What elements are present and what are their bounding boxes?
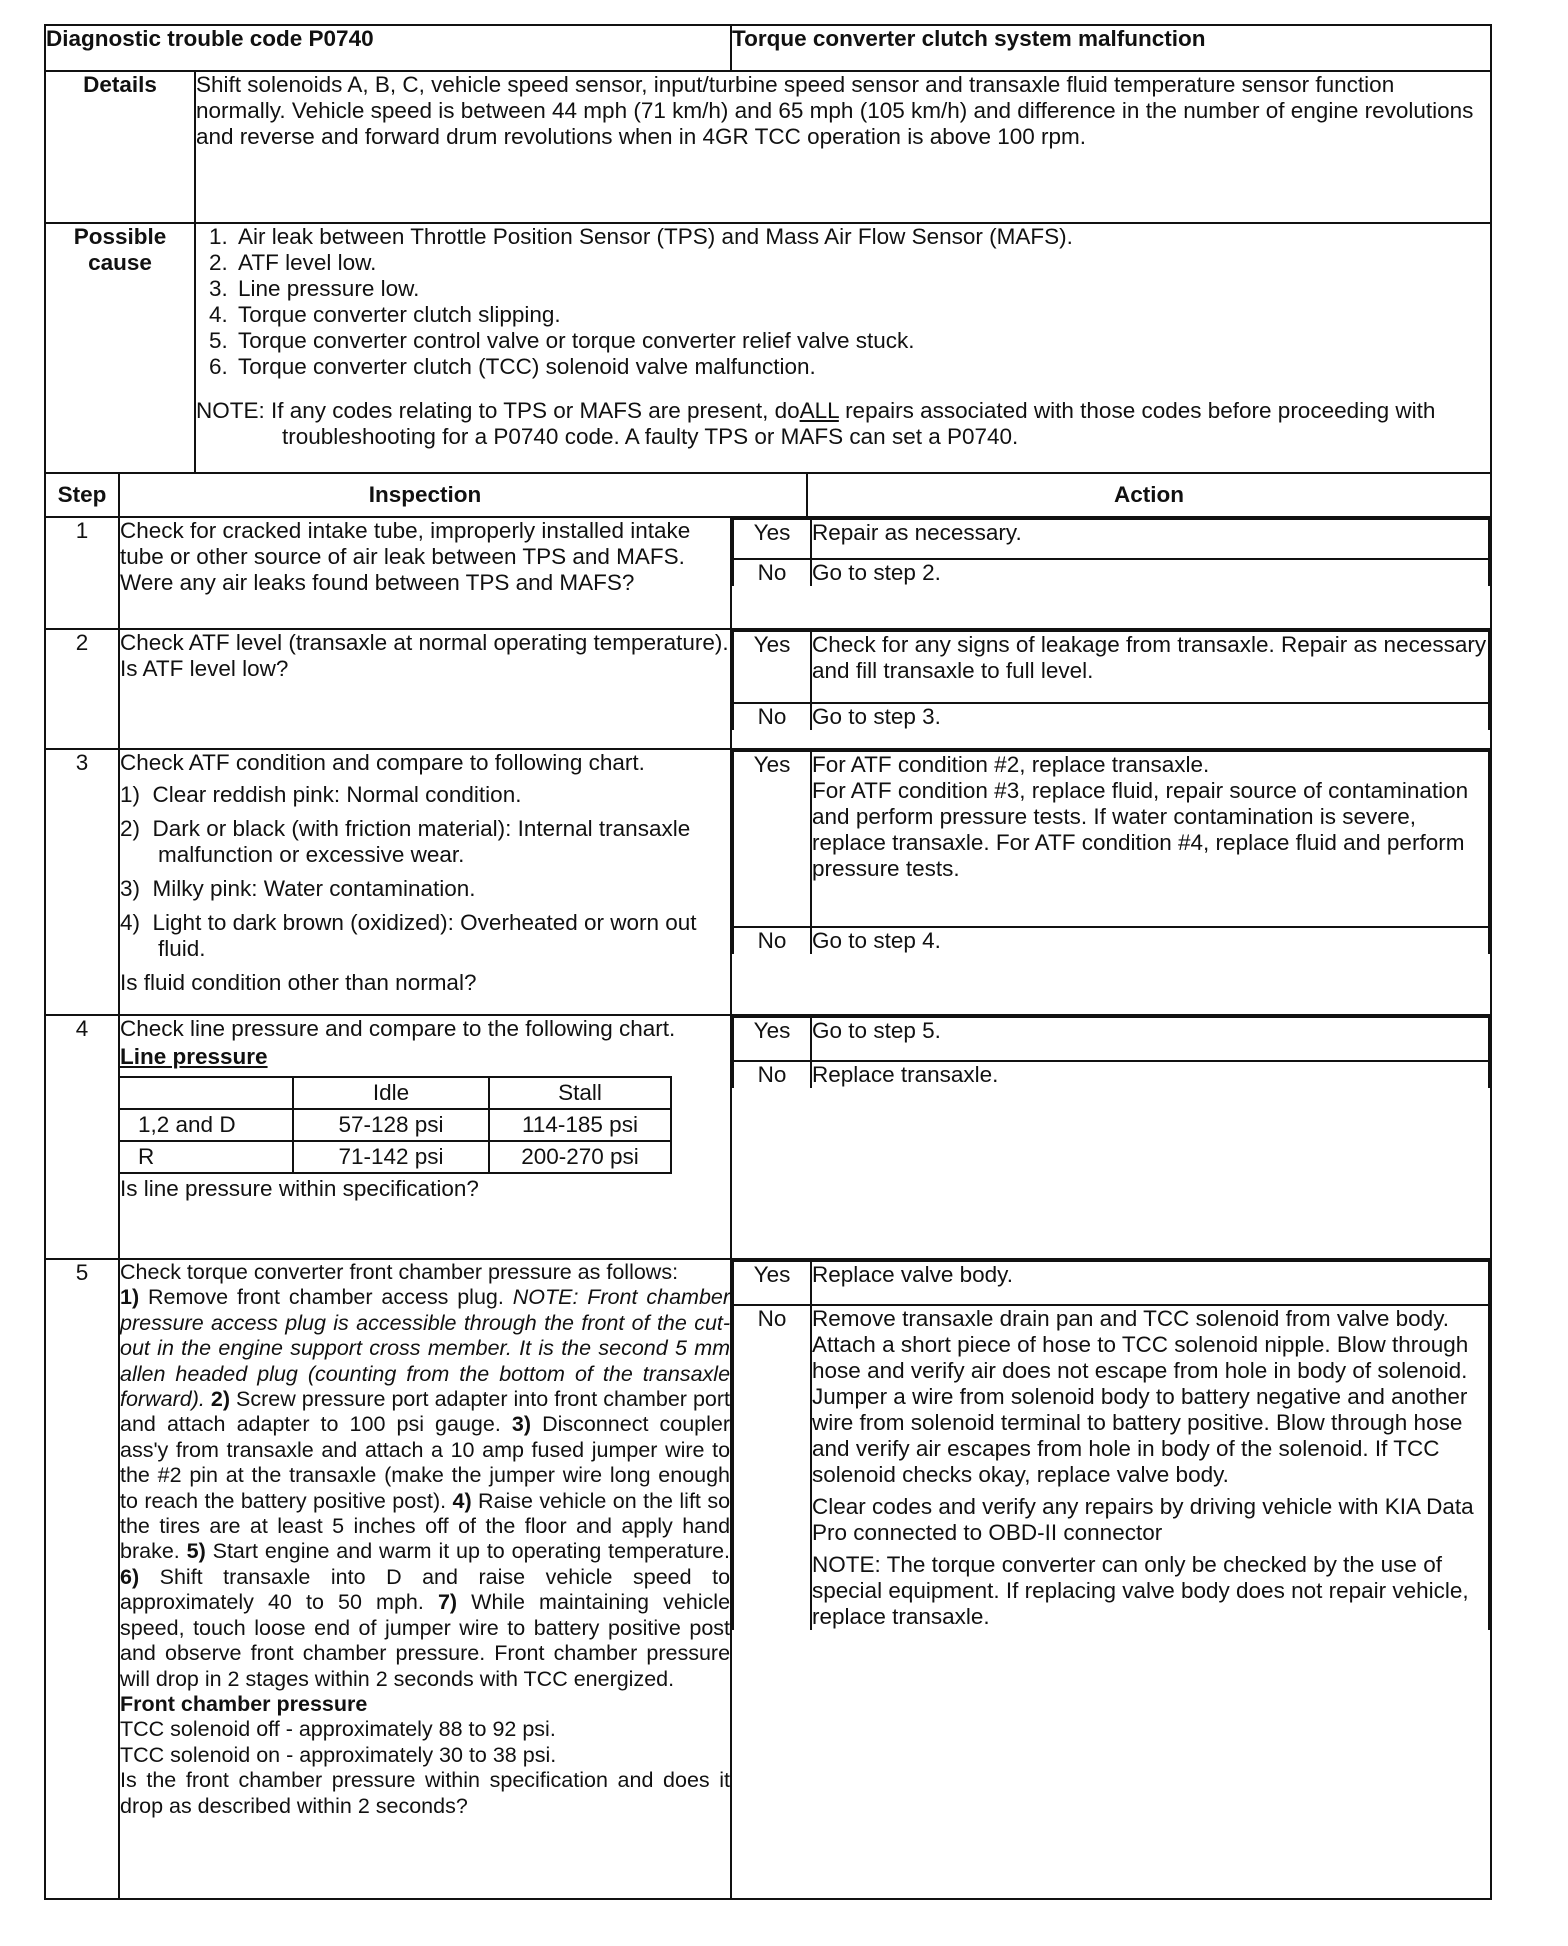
step-4-question: Is line pressure within specification? bbox=[120, 1176, 479, 1201]
lp-header-cell bbox=[119, 1077, 293, 1109]
column-action: Action bbox=[807, 473, 1491, 517]
lp-cell: R bbox=[119, 1141, 293, 1173]
dtc-code: Diagnostic trouble code P0740 bbox=[45, 25, 731, 71]
step-2-question: Is ATF level low? bbox=[120, 656, 289, 681]
cause-note-suffix: repairs associated with those codes before proceeding with troubleshooting for a P0740 code. A faulty TPS or MAFS can set a P0740. bbox=[282, 398, 1436, 449]
step-number: 5 bbox=[45, 1259, 119, 1899]
atf-condition-item: 2) Dark or black (with friction material): Internal transaxle malfunction or excessive wear. bbox=[120, 816, 691, 867]
lp-cell: 200-270 psi bbox=[489, 1141, 671, 1173]
dtc-table bbox=[44, 24, 1492, 1900]
atf-condition-list bbox=[120, 782, 730, 962]
step-5-no-action-text: Clear codes and verify any repairs by driving vehicle with KIA Data Pro connected to OBD-II connector bbox=[812, 1494, 1474, 1545]
tcc-on-spec: TCC solenoid on - approximately 30 to 38 psi. bbox=[120, 1742, 557, 1767]
step-5-no-action bbox=[811, 1305, 1489, 1630]
no-label: No bbox=[733, 703, 811, 730]
step-2-yes-action: Check for any signs of leakage from transaxle. Repair as necessary and fill transaxle to full level. bbox=[811, 631, 1489, 703]
step-4-yes-action: Go to step 5. bbox=[811, 1017, 1489, 1061]
step-5-no-action-note: NOTE: The torque converter can only be checked by the use of special equipment. If replacing valve body does not repair vehicle, replace transaxle. bbox=[812, 1552, 1469, 1629]
no-label: No bbox=[733, 1061, 811, 1088]
step-2-inspection-text: Check ATF level (transaxle at normal operating temperature). bbox=[120, 630, 729, 655]
step-3-inspection-text: Check ATF condition and compare to following chart. bbox=[120, 750, 645, 775]
step-1-no-action: Go to step 2. bbox=[811, 559, 1489, 586]
step-5-intro: Check torque converter front chamber pressure as follows: bbox=[120, 1260, 679, 1284]
atf-condition-item: 4) Light to dark brown (oxidized): Overheated or worn out fluid. bbox=[120, 910, 697, 961]
step-5-yes-action: Replace valve body. bbox=[811, 1261, 1489, 1305]
possible-cause-label bbox=[45, 223, 195, 473]
step-2-outcomes bbox=[731, 629, 1491, 749]
possible-cause-label-line2: cause bbox=[88, 250, 152, 275]
tcc-off-spec: TCC solenoid off - approximately 88 to 92 psi. bbox=[120, 1717, 556, 1742]
table-row bbox=[119, 1141, 671, 1173]
column-step: Step bbox=[45, 473, 119, 517]
dtc-description: Torque converter clutch system malfunction bbox=[731, 25, 1491, 71]
step-4-inspection-text: Check line pressure and compare to the following chart. bbox=[120, 1016, 676, 1041]
step-1-inspection-text: Check for cracked intake tube, improperly installed intake tube or other source of air leak between TPS and MAFS. bbox=[120, 518, 691, 569]
step-3-no-action: Go to step 4. bbox=[811, 927, 1489, 954]
yes-label: Yes bbox=[733, 1017, 811, 1061]
step-1-question: Were any air leaks found between TPS and MAFS? bbox=[120, 570, 635, 595]
step-5-access-plug-note: NOTE: Front chamber pressure access plug is accessible through the front of the cut-out in the engine support cross member. It is the second 5 mm allen headed plug (counting from the bottom of the transaxle forward). bbox=[120, 1285, 731, 1412]
cause-note-emphasis: ALL bbox=[799, 398, 839, 423]
step-4-outcomes bbox=[731, 1015, 1491, 1259]
cause-item: 6. Torque converter clutch (TCC) solenoid valve malfunction. bbox=[234, 354, 1490, 380]
yes-label: Yes bbox=[733, 519, 811, 559]
no-label: No bbox=[733, 559, 811, 586]
possible-cause-label-line1: Possible bbox=[73, 224, 167, 249]
step-3-question: Is fluid condition other than normal? bbox=[120, 970, 477, 995]
details-label: Details bbox=[45, 71, 195, 223]
step-4-no-action: Replace transaxle. bbox=[811, 1061, 1489, 1088]
atf-condition-item: 3) Milky pink: Water contamination. bbox=[120, 876, 476, 901]
step-3-inspection bbox=[119, 749, 731, 1015]
step-5-no-action-text: Remove transaxle drain pan and TCC solenoid from valve body. Attach a short piece of hose to TCC solenoid nipple. Blow through hose and verify air does not escape from hole in body of solenoid. Jumper a wire from solenoid body to battery negative and another wire from solenoid terminal to battery positive. Blow through hose and verify air escapes from hole in body of the solenoid. If TCC solenoid checks okay, replace valve body. bbox=[812, 1306, 1469, 1487]
step-number: 2 bbox=[45, 629, 119, 749]
step-3-yes-action bbox=[811, 751, 1489, 927]
cause-item: 4. Torque converter clutch slipping. bbox=[234, 302, 1490, 328]
possible-cause-content bbox=[195, 223, 1491, 473]
step-number: 4 bbox=[45, 1015, 119, 1259]
cause-item: 3. Line pressure low. bbox=[234, 276, 1490, 302]
step-1-outcomes bbox=[731, 517, 1491, 629]
front-chamber-pressure-title: Front chamber pressure bbox=[120, 1691, 368, 1716]
step-3-outcomes bbox=[731, 749, 1491, 1015]
line-pressure-table bbox=[118, 1076, 672, 1174]
step-5-outcomes bbox=[731, 1259, 1491, 1899]
step-5-procedure: 1) Remove front chamber access plug. NOTE: Front chamber pressure access plug is accessible through the front of the cut-out in the engine support cross member. It is the second 5 mm allen headed plug (counting from the bottom of the transaxle forward). 2) Screw pressure port adapter into front chamber port and attach adapter to 100 psi gauge. 3) Disconnect coupler ass'y from transaxle and attach a 10 amp fused jumper wire to the #2 pin at the transaxle (make the jumper wire long enough to reach the battery positive post). 4) Raise vehicle on the lift so the tires are at least 5 inches off of the floor and apply hand brake. 5) Start engine and warm it up to operating temperature. 6) Shift transaxle into D and raise vehicle speed to approximately 40 to 50 mph. 7) While maintaining vehicle speed, touch loose end of jumper wire to battery positive post and observe front chamber pressure. Front chamber pressure will drop in 2 stages within 2 seconds with TCC energized. bbox=[120, 1285, 731, 1691]
lp-cell: 71-142 psi bbox=[293, 1141, 489, 1173]
step-5-inspection bbox=[119, 1259, 731, 1899]
table-row bbox=[119, 1109, 671, 1141]
yes-label: Yes bbox=[733, 1261, 811, 1305]
line-pressure-title: Line pressure bbox=[120, 1044, 268, 1069]
cause-note bbox=[196, 398, 1490, 450]
atf-condition-item: 1) Clear reddish pink: Normal condition. bbox=[120, 782, 522, 807]
cause-item: 2. ATF level low. bbox=[234, 250, 1490, 276]
step-2-no-action: Go to step 3. bbox=[811, 703, 1489, 730]
cause-item: 5. Torque converter control valve or torque converter relief valve stuck. bbox=[234, 328, 1490, 354]
yes-label: Yes bbox=[733, 751, 811, 927]
step-number: 3 bbox=[45, 749, 119, 1015]
column-inspection: Inspection bbox=[119, 473, 807, 517]
diagnostic-sheet bbox=[44, 24, 1490, 1900]
lp-header-cell: Idle bbox=[293, 1077, 489, 1109]
no-label: No bbox=[733, 1305, 811, 1630]
step-2-inspection bbox=[119, 629, 731, 749]
step-3-yes-line: For ATF condition #2, replace transaxle. bbox=[812, 752, 1210, 777]
details-text: Shift solenoids A, B, C, vehicle speed sensor, input/turbine speed sensor and transaxle fluid temperature sensor function normally. Vehicle speed is between 44 mph (71 km/h) and 65 mph (105 km/h) and difference in the number of engine revolutions and reverse and forward drum revolutions when in 4GR TCC operation is above 100 rpm. bbox=[195, 71, 1491, 223]
no-label: No bbox=[733, 927, 811, 954]
lp-cell: 1,2 and D bbox=[119, 1109, 293, 1141]
step-3-yes-line: For ATF condition #3, replace fluid, repair source of contamination and perform pressure tests. If water contamination is severe, replace transaxle. For ATF condition #4, replace fluid and perform pressure tests. bbox=[812, 778, 1469, 881]
lp-cell: 114-185 psi bbox=[489, 1109, 671, 1141]
step-number: 1 bbox=[45, 517, 119, 629]
lp-cell: 57-128 psi bbox=[293, 1109, 489, 1141]
step-4-inspection bbox=[119, 1015, 731, 1259]
lp-header-cell: Stall bbox=[489, 1077, 671, 1109]
cause-item: 1. Air leak between Throttle Position Sensor (TPS) and Mass Air Flow Sensor (MAFS). bbox=[234, 224, 1490, 250]
yes-label: Yes bbox=[733, 631, 811, 703]
step-5-question: Is the front chamber pressure within specification and does it drop as described within 2 seconds? bbox=[120, 1768, 731, 1818]
step-1-inspection bbox=[119, 517, 731, 629]
cause-list bbox=[196, 224, 1490, 380]
cause-note-prefix: NOTE: If any codes relating to TPS or MAFS are present, do bbox=[196, 398, 800, 423]
step-1-yes-action: Repair as necessary. bbox=[811, 519, 1489, 559]
